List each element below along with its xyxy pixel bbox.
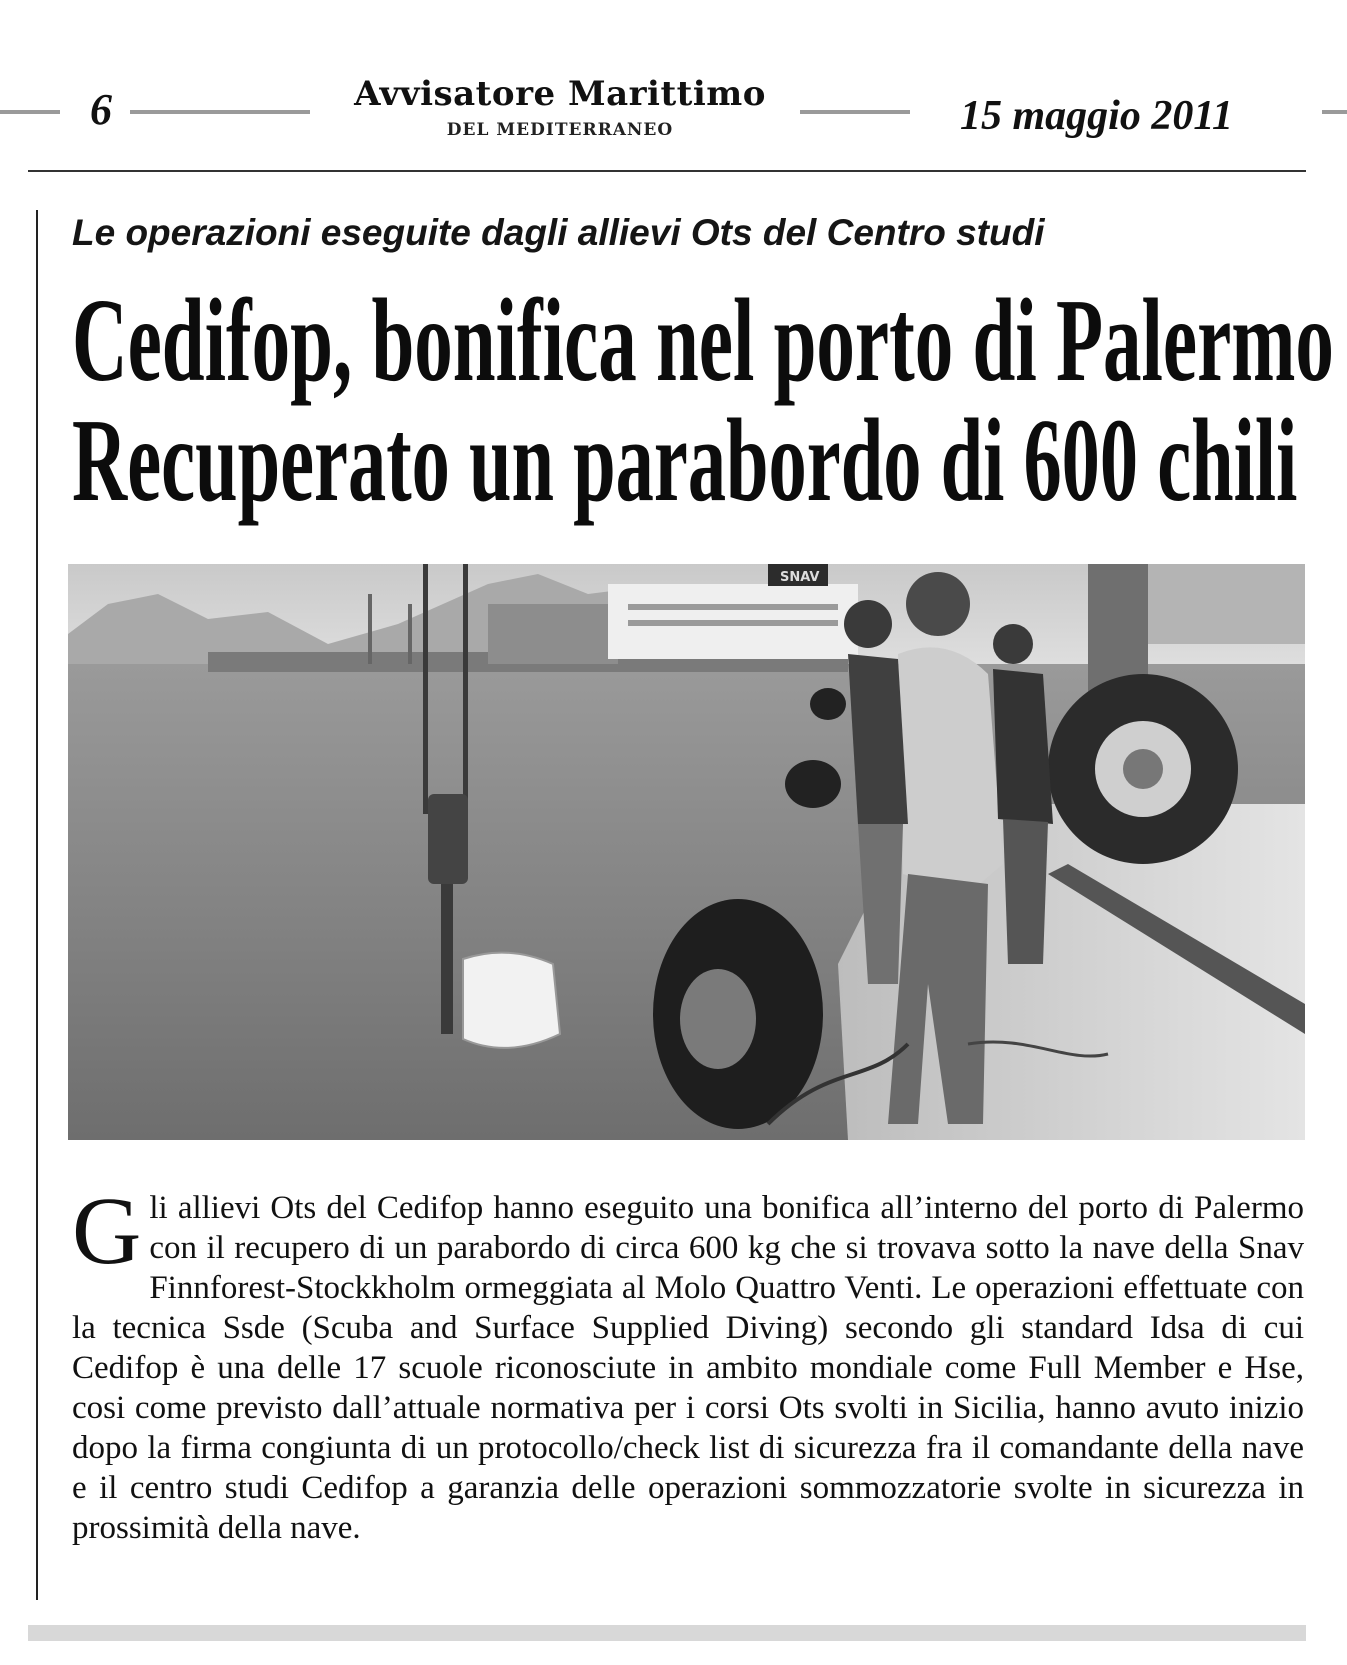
column-rule — [36, 210, 38, 1600]
headline-line-2: Recuperato un parabordo di 600 chili — [72, 394, 1298, 526]
article-kicker: Le operazioni eseguite dagli allievi Ots del Centro studi — [72, 212, 1045, 253]
bottom-rule — [28, 1625, 1306, 1641]
masthead-rule — [1322, 110, 1347, 114]
newspaper-subtitle: DEL MEDITERRANEO — [446, 120, 674, 140]
drop-cap: G — [72, 1177, 142, 1284]
issue-date: 15 maggio 2011 — [960, 93, 1234, 139]
article-photo — [68, 564, 1305, 1140]
page-number: 6 — [90, 85, 112, 134]
masthead-rule — [130, 110, 310, 114]
header-divider — [28, 170, 1306, 172]
masthead — [0, 70, 1347, 158]
masthead-rule — [800, 110, 910, 114]
masthead-rule — [0, 110, 60, 114]
ship-funnel-label: SNAV — [780, 570, 820, 585]
article-body — [72, 1177, 1304, 1548]
headline-line-1: Cedifop, bonifica nel porto di Palermo — [72, 274, 1334, 406]
harbor-photo-illustration — [68, 564, 1305, 1140]
article-body-text: li allievi Ots del Cedifop hanno eseguito una bonifica all’interno del porto di Palermo con il recupero di un parabordo di circa 600 kg che si trovava sotto la nave della Snav Finnforest-Stockkholm ormeggiata al Molo Quattro Venti. Le operazioni effettuate con la tecnica Ssde (Scuba and Surface Supplied Diving) secondo gli standard Idsa di cui Cedifop è una delle 17 scuole riconosciute in ambito mondiale come Full Member e Hse, cosi come previsto dall’attuale normativa per i corsi Ots svolti in Sicilia, hanno avuto inizio dopo la firma congiunta di un protocollo/check list di sicurezza fra il comandante della nave e il centro studi Cedifop a garanzia delle operazioni sommozzatorie svolte in sicurezza in prossimità della nave. — [72, 1190, 1304, 1546]
newspaper-title: Avvisatore Marittimo — [354, 74, 766, 114]
